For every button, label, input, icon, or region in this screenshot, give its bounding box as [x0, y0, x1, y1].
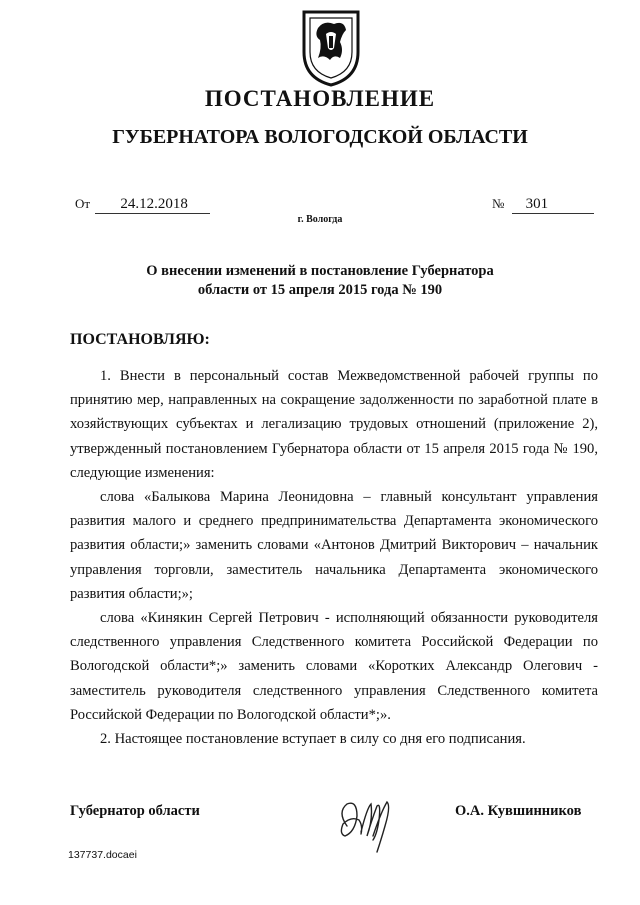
number-prefix: № — [492, 196, 505, 211]
body-paragraph: 2. Настоящее постановление вступает в силу со дня его подписания. — [100, 731, 526, 748]
coat-of-arms-icon — [300, 8, 362, 88]
body-paragraph: 1. Внести в персональный состав Межведомственной рабочей группы по принятию мер, направленных на сокращение задолженности по заработной плате в хозяйствующих субъектах и легализацию трудовых отношений (приложение 2), утвержденный постановлением Губернатора области от 15 апреля 2015 года № 190, следующие изменения: — [70, 368, 598, 481]
date-row — [75, 196, 210, 214]
resolve-heading: ПОСТАНОВЛЯЮ: — [70, 331, 210, 348]
document-body — [70, 364, 598, 751]
signatory-name: О.А. Кувшинников — [455, 803, 582, 819]
date-prefix: От — [75, 196, 91, 211]
document-title: ПОСТАНОВЛЕНИЕ — [204, 86, 436, 111]
subject-line-2: области от 15 апреля 2015 года № 190 — [197, 282, 443, 298]
document-subtitle: ГУБЕРНАТОРА ВОЛОГОДСКОЙ ОБЛАСТИ — [112, 126, 528, 148]
number-row — [492, 196, 594, 214]
date-value: 24.12.2018 — [95, 196, 210, 214]
handwritten-signature — [333, 792, 399, 854]
number-value: 301 — [512, 196, 594, 214]
body-paragraph: слова «Балыкова Марина Леонидовна – главный консультант управления развития малого и среднего предпринимательства Департамента экономического развития области;» заменить словами «Антонов Дмитрий Викторович – начальник управления торговли, заместитель начальника Департамента экономического развития области;»; — [70, 489, 598, 602]
subject-line-1: О внесении изменений в постановление Губернатора — [146, 263, 494, 279]
body-paragraph: слова «Кинякин Сергей Петрович - исполняющий обязанности руководителя следственного управления Следственного комитета Российской Федерации по Вологодской области*;» заменить словами «Коротких Александр Олегович - заместитель руководителя следственного управления Следственного комитета Российской Федерации по Вологодской области*;». — [70, 610, 598, 723]
signatory-title: Губернатор области — [70, 803, 200, 819]
document-reference: 137737.docaei — [68, 849, 137, 861]
city-label: г. Вологда — [297, 214, 343, 225]
document-subject — [0, 262, 640, 300]
